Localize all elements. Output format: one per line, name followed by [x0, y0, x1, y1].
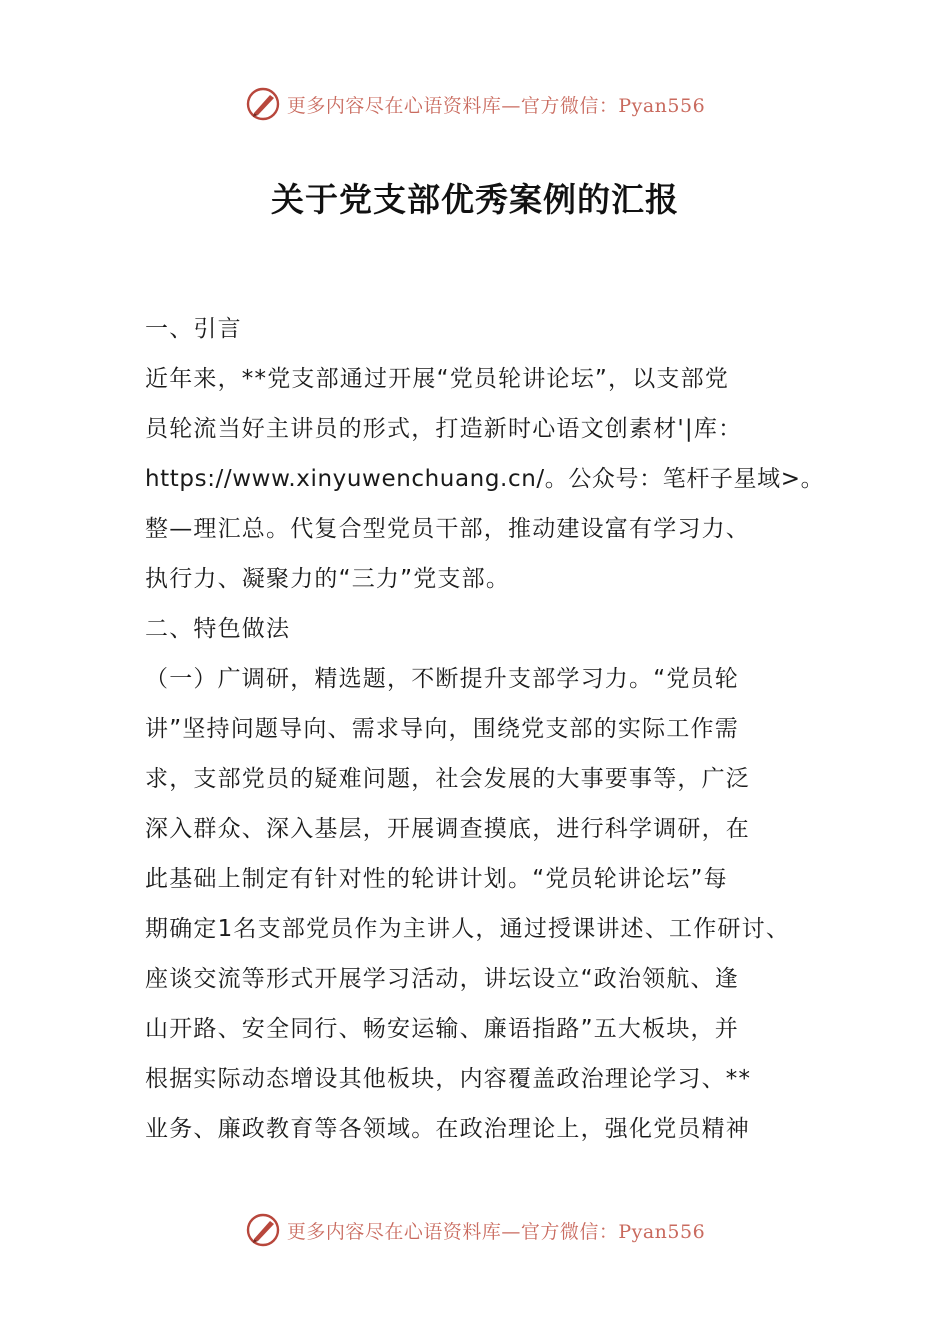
paragraph-line: https://www.xinyuwenchuang.cn/。公众号：笔杆子星域>。 — [145, 466, 825, 492]
paragraph-line: 员轮流当好主讲员的形式，打造新时心语文创素材'|库： — [145, 416, 743, 442]
section-heading: 一、引言 — [145, 316, 242, 342]
pen-logo-icon — [245, 86, 281, 122]
paragraph-line: 讲”坚持问题导向、需求导向，围绕党支部的实际工作需 — [145, 716, 739, 742]
paragraph-line: 求，支部党员的疑难问题，社会发展的大事要事等，广泛 — [145, 766, 750, 792]
paragraph-line: 此基础上制定有针对性的轮讲计划。“党员轮讲论坛”每 — [145, 866, 728, 892]
paragraph-line: 山开路、安全同行、畅安运输、廉语指路”五大板块，并 — [145, 1016, 739, 1042]
paragraph-line: 根据实际动态增设其他板块，内容覆盖政治理论学习、** — [145, 1066, 752, 1092]
paragraph-line: 执行力、凝聚力的“三力”党支部。 — [145, 566, 511, 592]
paragraph-line: 业务、廉政教育等各领域。在政治理论上，强化党员精神 — [145, 1116, 750, 1142]
pen-logo-icon — [245, 1212, 281, 1248]
document-title: 关于党支部优秀案例的汇报 — [271, 180, 679, 219]
header-banner — [0, 84, 950, 124]
paragraph-line: 整—理汇总。代复合型党员干部，推动建设富有学习力、 — [145, 516, 750, 542]
footer-banner — [0, 1210, 950, 1250]
paragraph-line: 座谈交流等形式开展学习活动，讲坛设立“政治领航、逢 — [145, 966, 739, 992]
paragraph-line: 深入群众、深入基层，开展调查摸底，进行科学调研，在 — [145, 816, 750, 842]
paragraph-line: 期确定1名支部党员作为主讲人，通过授课讲述、工作研讨、 — [145, 916, 791, 942]
paragraph-line: （一）广调研，精选题，不断提升支部学习力。“党员轮 — [145, 666, 739, 692]
banner-text: 更多内容尽在心语资料库—官方微信：Pyan556 — [286, 1220, 706, 1243]
paragraph-line: 近年来，**党支部通过开展“党员轮讲论坛”，以支部党 — [145, 366, 730, 392]
section-heading: 二、特色做法 — [145, 616, 291, 642]
banner-text: 更多内容尽在心语资料库—官方微信：Pyan556 — [286, 94, 706, 117]
document-body — [145, 304, 825, 1154]
